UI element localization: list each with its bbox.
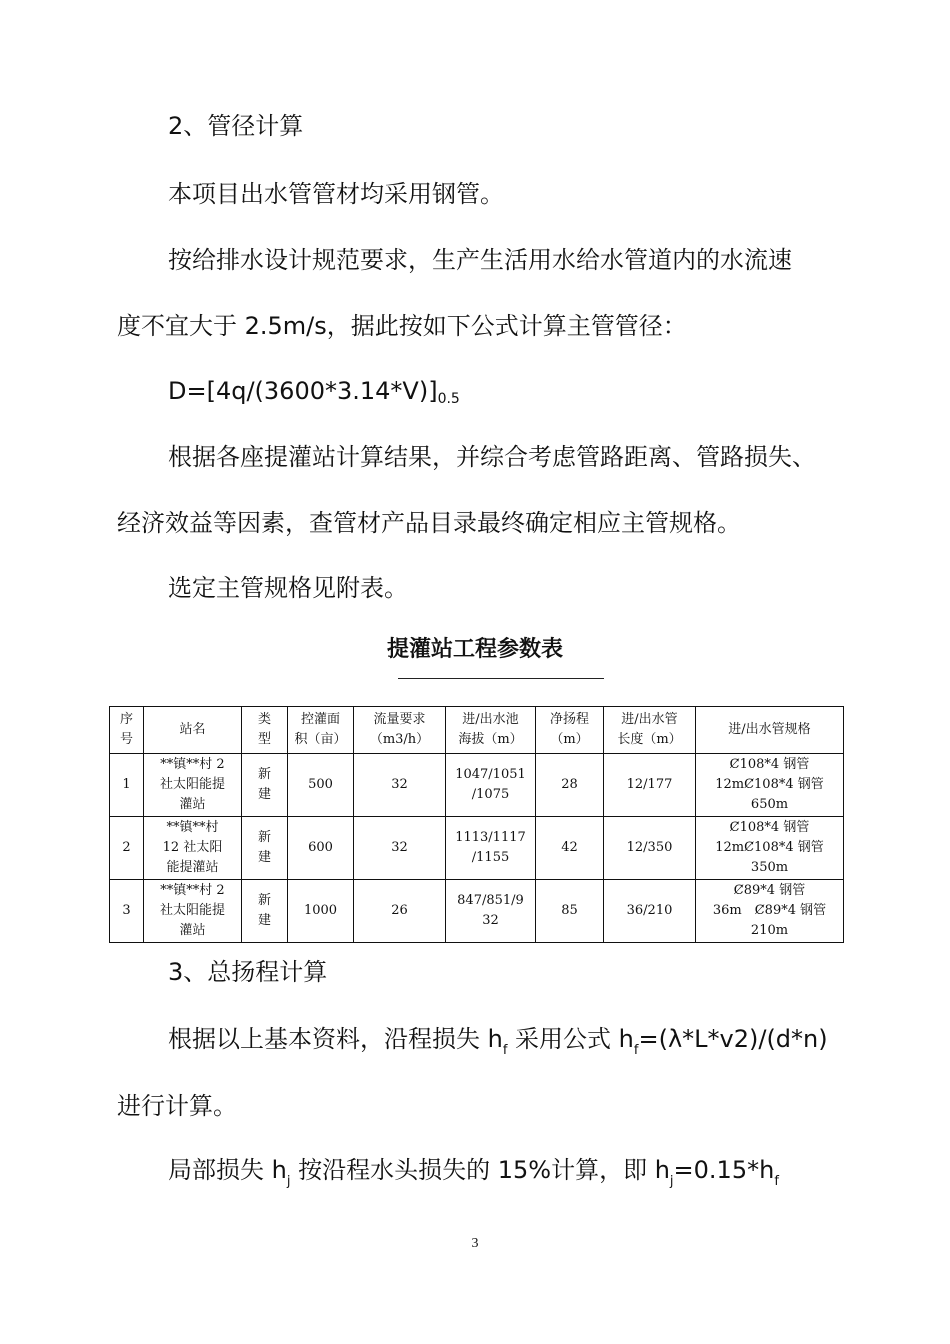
cell-net-head: 85 xyxy=(536,880,604,943)
cell-pipe-length: 36/210 xyxy=(604,880,696,943)
subscript: f xyxy=(633,1043,639,1058)
section-heading-pipe-diameter: 2、管径计算 xyxy=(168,112,304,140)
cell-type: 新 建 xyxy=(242,880,288,943)
cell-type: 新 建 xyxy=(242,754,288,817)
cell-pipe-spec: Ȼ108*4 钢管 12mȻ108*4 钢管 650m xyxy=(696,754,844,817)
cell-index: 1 xyxy=(110,754,144,817)
formula-diameter-exponent: 0.5 xyxy=(437,391,460,407)
paragraph-flow-speed-line1: 按给排水设计规范要求，生产生活用水给水管道内的水流速 xyxy=(168,246,792,274)
subscript: j xyxy=(286,1174,291,1189)
cell-pipe-spec: Ȼ108*4 钢管 12mȻ108*4 钢管 350m xyxy=(696,817,844,880)
paragraph-pipe-material: 本项目出水管管材均采用钢管。 xyxy=(168,180,504,208)
text-fragment: =(λ*L*v2)/(d*n) xyxy=(638,1025,828,1053)
header-net-head: 净扬程 （m） xyxy=(536,707,604,754)
cell-net-head: 28 xyxy=(536,754,604,817)
paragraph-selection-line1: 根据各座提灌站计算结果，并综合考虑管路距离、管路损失、 xyxy=(168,443,816,471)
cell-pool-elevation: 1047/1051 /1075 xyxy=(446,754,536,817)
cell-irrigation-area: 1000 xyxy=(288,880,354,943)
cell-index: 3 xyxy=(110,880,144,943)
paragraph-friction-loss-line1 xyxy=(168,1022,828,1068)
cell-station-name: **镇**村 2 社太阳能提 灌站 xyxy=(144,880,242,943)
cell-irrigation-area: 500 xyxy=(288,754,354,817)
header-pipe-spec: 进/出水管规格 xyxy=(696,707,844,754)
paragraph-selection-line2: 经济效益等因素，查管材产品目录最终确定相应主管规格。 xyxy=(117,509,741,537)
table-title: 提灌站工程参数表 xyxy=(386,637,563,662)
paragraph-local-loss xyxy=(168,1153,779,1199)
cell-pipe-length: 12/350 xyxy=(604,817,696,880)
table-header-row xyxy=(110,707,844,754)
cell-pool-elevation: 1113/1117 /1155 xyxy=(446,817,536,880)
page-number: 3 xyxy=(471,1236,479,1251)
text-fragment: 采用公式 h xyxy=(507,1025,634,1053)
paragraph-see-table: 选定主管规格见附表。 xyxy=(168,574,408,602)
header-index: 序 号 xyxy=(110,707,144,754)
table-title-underline xyxy=(398,678,604,679)
table-row xyxy=(110,880,844,943)
text-fragment: 根据以上基本资料，沿程损失 h xyxy=(168,1025,503,1053)
parameter-table xyxy=(109,706,844,943)
header-type: 类 型 xyxy=(242,707,288,754)
cell-station-name: **镇**村 2 社太阳能提 灌站 xyxy=(144,754,242,817)
cell-flow-requirement: 26 xyxy=(354,880,446,943)
cell-station-name: **镇**村 12 社太阳 能提灌站 xyxy=(144,817,242,880)
paragraph-flow-speed-line2: 度不宜大于 2.5m/s，据此按如下公式计算主管管径： xyxy=(117,312,687,340)
cell-flow-requirement: 32 xyxy=(354,754,446,817)
header-pool-elevation: 进/出水池 海拔（m） xyxy=(446,707,536,754)
header-irrigation-area: 控灌面 积（亩） xyxy=(288,707,354,754)
section-heading-total-head: 3、总扬程计算 xyxy=(168,958,328,986)
subscript: f xyxy=(502,1043,508,1058)
formula-diameter xyxy=(168,374,460,416)
cell-flow-requirement: 32 xyxy=(354,817,446,880)
cell-index: 2 xyxy=(110,817,144,880)
text-fragment: 按沿程水头损失的 15%计算，即 h xyxy=(290,1156,670,1184)
formula-diameter-main: D=[4q/(3600*3.14*V)] xyxy=(168,377,438,405)
header-station-name: 站名 xyxy=(144,707,242,754)
text-fragment: =0.15*h xyxy=(673,1156,775,1184)
paragraph-friction-loss-line2: 进行计算。 xyxy=(117,1092,237,1120)
table-row xyxy=(110,754,844,817)
cell-net-head: 42 xyxy=(536,817,604,880)
table-row xyxy=(110,817,844,880)
header-flow-requirement: 流量要求 （m3/h） xyxy=(354,707,446,754)
header-pipe-length: 进/出水管 长度（m） xyxy=(604,707,696,754)
cell-irrigation-area: 600 xyxy=(288,817,354,880)
cell-pool-elevation: 847/851/9 32 xyxy=(446,880,536,943)
cell-pipe-length: 12/177 xyxy=(604,754,696,817)
subscript: f xyxy=(774,1174,779,1189)
text-fragment: 局部损失 h xyxy=(168,1156,287,1184)
cell-pipe-spec: Ȼ89*4 钢管 36m Ȼ89*4 钢管 210m xyxy=(696,880,844,943)
subscript: j xyxy=(669,1174,674,1189)
cell-type: 新 建 xyxy=(242,817,288,880)
